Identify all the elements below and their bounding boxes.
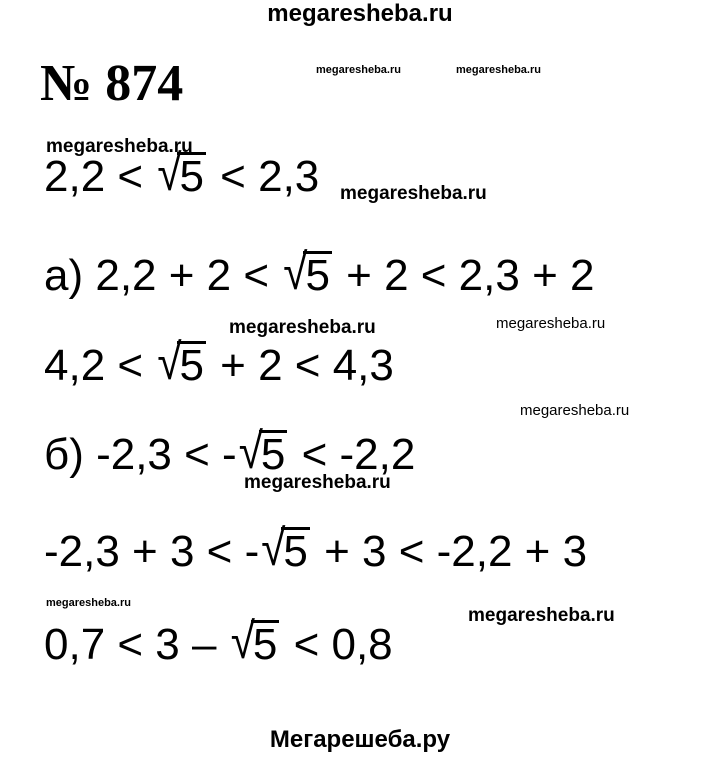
square-root — [157, 333, 206, 391]
math-line-text: -2,3 + 3 < - — [44, 527, 260, 576]
math-line-text: < 0,8 — [281, 620, 393, 669]
problem-number: № 874 — [40, 55, 184, 112]
radicand: 5 — [179, 152, 204, 201]
square-root — [230, 612, 280, 670]
math-line-text: + 2 < 2,3 + 2 — [333, 251, 595, 300]
watermark: megaresheba.ru — [468, 605, 615, 626]
math-line-text: б) -2,3 < - — [44, 430, 237, 479]
radical-icon: √ — [230, 612, 255, 670]
watermark: megaresheba.ru — [244, 472, 391, 493]
math-line-text: 4,2 < — [44, 341, 156, 390]
math-line-text: + 3 < -2,2 + 3 — [311, 527, 588, 576]
watermark: megaresheba.ru — [496, 315, 606, 332]
site-header: megaresheba.ru — [267, 0, 453, 27]
radical-icon: √ — [283, 243, 308, 301]
math-line-text: < -2,2 — [289, 430, 416, 479]
math-line-text: а) 2,2 + 2 < — [44, 251, 282, 300]
math-line-text: + 2 < 4,3 — [207, 341, 394, 390]
math-line-text: 0,7 < 3 – — [44, 620, 229, 669]
math-line-6 — [44, 612, 393, 670]
watermark: megaresheba.ru — [520, 402, 630, 419]
math-line-4 — [44, 422, 416, 480]
radical-icon: √ — [157, 144, 182, 202]
math-line-3 — [44, 333, 394, 391]
radical-icon: √ — [157, 333, 182, 391]
watermark: megaresheba.ru — [340, 183, 487, 204]
radicand: 5 — [252, 620, 278, 669]
site-footer: Мегарешеба.ру — [269, 726, 451, 753]
math-line-text: < 2,3 — [207, 152, 320, 201]
watermark: megaresheba.ru — [316, 64, 401, 76]
square-root — [283, 243, 332, 301]
watermark: megaresheba.ru — [46, 136, 193, 157]
square-root — [157, 144, 206, 202]
watermark: megaresheba.ru — [229, 317, 376, 338]
radicand: 5 — [305, 251, 330, 300]
math-line-5 — [44, 519, 588, 577]
radical-icon: √ — [238, 422, 263, 480]
radicand: 5 — [179, 341, 204, 390]
radicand: 5 — [260, 430, 286, 479]
math-line-text: 2,2 < — [44, 152, 156, 201]
watermark: megaresheba.ru — [46, 597, 131, 609]
radical-icon: √ — [261, 519, 286, 577]
square-root — [238, 422, 288, 480]
watermark: megaresheba.ru — [456, 64, 541, 76]
square-root — [261, 519, 310, 577]
radicand: 5 — [283, 527, 308, 576]
math-line-2 — [44, 243, 595, 301]
